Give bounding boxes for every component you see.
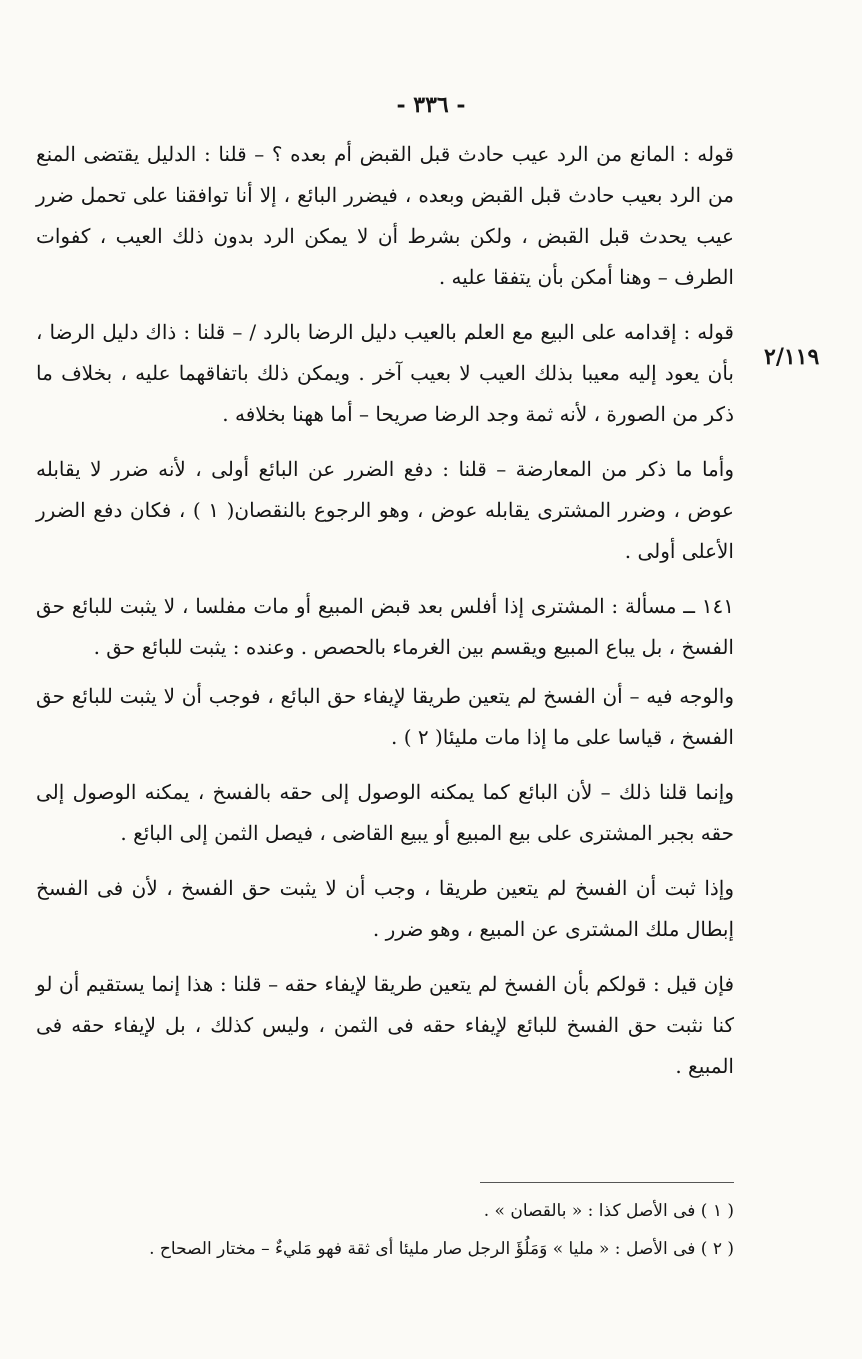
body-text [36, 134, 734, 1101]
footnote-separator [480, 1182, 734, 1183]
footnote-2: ( ٢ ) فى الأصل : « مليا » وَمَلُؤَ الرجل صار مليئا أى ثقة فهو مَليءٌ – مختار الصحاح . [149, 1239, 734, 1259]
paragraph: فإن قيل : قولكم بأن الفسخ لم يتعين طريقا لإيفاء حقه – قلنا : هذا إنما يستقيم أن لو كنا نثبت حق الفسخ للبائع لإيفاء حقه فى الثمن ، وليس كذلك ، بل لإيفاء حقه فى المبيع . [36, 972, 734, 1078]
paragraph: قوله : المانع من الرد عيب حادث قبل القبض أم بعده ؟ – قلنا : الدليل يقتضى المنع من الرد بعيب حادث قبل القبض وبعده ، فيضرر البائع ، إلا أنا توافقنا على تحمل ضرر عيب يحدث قبل القبض ، ولكن بشرط أن لا يمكن الرد بدون ذلك العيب ، كفوات الطرف – وهنا أمكن بأن يتفقا عليه . [36, 142, 734, 289]
paragraph-issue-141: ١٤١ ــ مسألة : المشترى إذا أفلس بعد قبض المبيع أو مات مفلسا ، لا يثبت للبائع حق الفسخ ، بل يباع المبيع ويقسم بين الغرماء بالحصص . وعنده : يثبت للبائع حق . [36, 594, 734, 659]
footnotes [60, 1192, 734, 1268]
paragraph: وأما ما ذكر من المعارضة – قلنا : دفع الضرر عن البائع أولى ، لأنه ضرر لا يقابله عوض ، وضرر المشترى يقابله عوض ، وهو الرجوع بالنقصان( ١ ) ، فكان دفع الضرر الأعلى أولى . [36, 457, 734, 563]
margin-reference: ٢/١١٩ [764, 344, 820, 370]
footnote-1: ( ١ ) فى الأصل كذا : « بالقصان » . [483, 1201, 734, 1221]
paragraph: والوجه فيه – أن الفسخ لم يتعين طريقا لإيفاء حق البائع ، فوجب أن لا يثبت للبائع حق الفسخ ، قياسا على ما إذا مات مليئا( ٢ ) . [36, 684, 734, 749]
paragraph: قوله : إقدامه على البيع مع العلم بالعيب دليل الرضا بالرد / – قلنا : ذاك دليل الرضا ، بأن يعود إليه معيبا بذلك العيب لا بعيب آخر . ويمكن ذلك باتفاقهما عليه ، بخلاف ما ذكر من الصورة ، لأنه ثمة وجد الرضا صريحا – أما ههنا بخلافه . [36, 320, 734, 426]
paragraph: وإذا ثبت أن الفسخ لم يتعين طريقا ، وجب أن لا يثبت حق الفسخ ، لأن فى الفسخ إبطال ملك المشترى عن المبيع ، وهو ضرر . [36, 876, 734, 941]
page-number: - ٣٣٦ - [396, 92, 466, 118]
paragraph: وإنما قلنا ذلك – لأن البائع كما يمكنه الوصول إلى حقه بالفسخ ، يمكنه الوصول إلى حقه بجبر المشترى على بيع المبيع أو يبيع القاضى ، فيصل الثمن إلى البائع . [36, 780, 734, 845]
